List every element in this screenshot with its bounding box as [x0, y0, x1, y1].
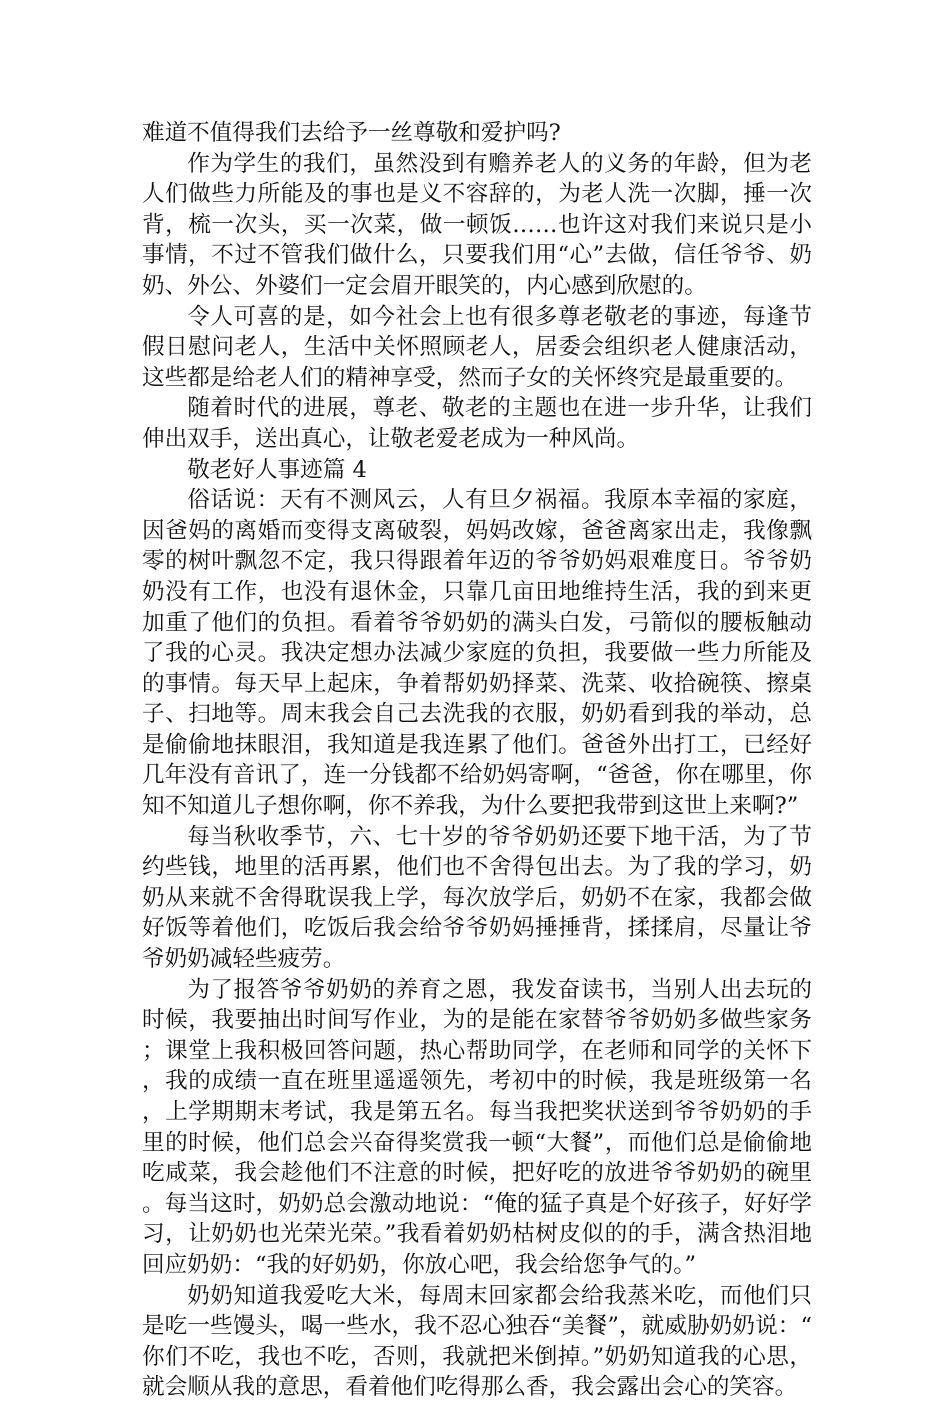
paragraph-2: 作为学生的我们，虽然没到有赡养老人的义务的年龄，但为老人们做些力所能及的事也是义不容辞的，为老人洗一次脚，捶一次背，梳一次头，买一次菜，做一顿饭……也许这对我们来说只是小事情，不过不管我们做什么，只要我们用“心”去做，信任爷爷、奶奶、外公、外婆们一定会眉开眼笑的，内心感到欣慰的。: [142, 150, 812, 299]
paragraph-3: 令人可喜的是，如今社会上也有很多尊老敬老的事迹，每逢节假日慰问老人，生活中关怀照顾老人，居委会组织老人健康活动，这些都是给老人们的精神享受，然而子女的关怀终究是最重要的。: [142, 303, 812, 391]
paragraph-4: 随着时代的进展，尊老、敬老的主题也在进一步升华，让我们伸出双手，送出真心，让敬老爱老成为一种风尚。: [142, 395, 812, 452]
paragraph-8: 奶奶知道我爱吃大米，每周末回家都会给我蒸米吃，而他们只是吃一些馒头，喝一些水，我不忍心独吞“美餐”，就威胁奶奶说：“你们不吃，我也不吃，否则，我就把米倒掉。”奶奶知道我的心思，就会顺从我的意思，看着他们吃得那么香，我会露出会心的笑容。: [142, 1282, 812, 1401]
paragraph-7: 为了报答爷爷奶奶的养育之恩，我发奋读书，当别人出去玩的时候，我要抽出时间写作业，为的是能在家替爷爷奶奶多做些家务；课堂上我积极回答问题，热心帮助同学，在老师和同学的关怀下，我的成绩一直在班里遥遥领先，考初中的时候，我是班级第一名，上学期期末考试，我是第五名。每当我把奖状送到爷爷奶奶的手里的时候，他们总会兴奋得奖赏我一顿“大餐”，而他们总是偷偷地吃咸菜，我会趁他们不注意的时候，把好吃的放进爷爷奶奶的碗里。每当这时，奶奶总会激动地说：“俺的猛子真是个好孩子，好好学习，让奶奶也光荣光荣。”我看着奶奶枯树皮似的的手，满含热泪地回应奶奶：“我的好奶奶，你放心吧，我会给您争气的。”: [142, 976, 812, 1278]
section-heading: 敬老好人事迹篇 4: [187, 456, 367, 483]
paragraph-1: 难道不值得我们去给予一丝尊敬和爱护吗?: [142, 120, 561, 146]
paragraph-6: 每当秋收季节，六、七十岁的爷爷奶奶还要下地干活，为了节约些钱，地里的活再累，他们也不舍得包出去。为了我的学习，奶奶从来就不舍得耽误我上学，每次放学后，奶奶不在家，我都会做好饭等着他们，吃饭后我会给爷爷奶妈捶捶背，揉揉肩，尽量让爷爷奶奶减轻些疲劳。: [142, 823, 812, 973]
paragraph-5: 俗话说：天有不测风云，人有旦夕祸福。我原本幸福的家庭，因爸妈的离婚而变得支离破裂，妈妈改嫁，爸爸离家出走，我像飘零的树叶飘忽不定，我只得跟着年迈的爷爷奶妈艰难度日。爷爷奶奶没有工作，也没有退休金，只靠几亩田地维持生活，我的到来更加重了他们的负担。看着爷爷奶奶的满头白发，弓箭似的腰板触动了我的心灵。我决定想办法减少家庭的负担，我要做一些力所能及的事情。每天早上起床，争着帮奶奶择菜、洗菜、收拾碗筷、擦桌子、扫地等。周末我会自己去洗我的衣服，奶奶看到我的举动，总是偷偷地抹眼泪，我知道是我连累了他们。爸爸外出打工，已经好几年没有音讯了，连一分钱都不给奶妈寄啊，“爸爸，你在哪里，你知不知道儿子想你啊，你不养我，为什么要把我带到这世上来啊?”: [142, 487, 812, 820]
document-page: [142, 118, 812, 1403]
